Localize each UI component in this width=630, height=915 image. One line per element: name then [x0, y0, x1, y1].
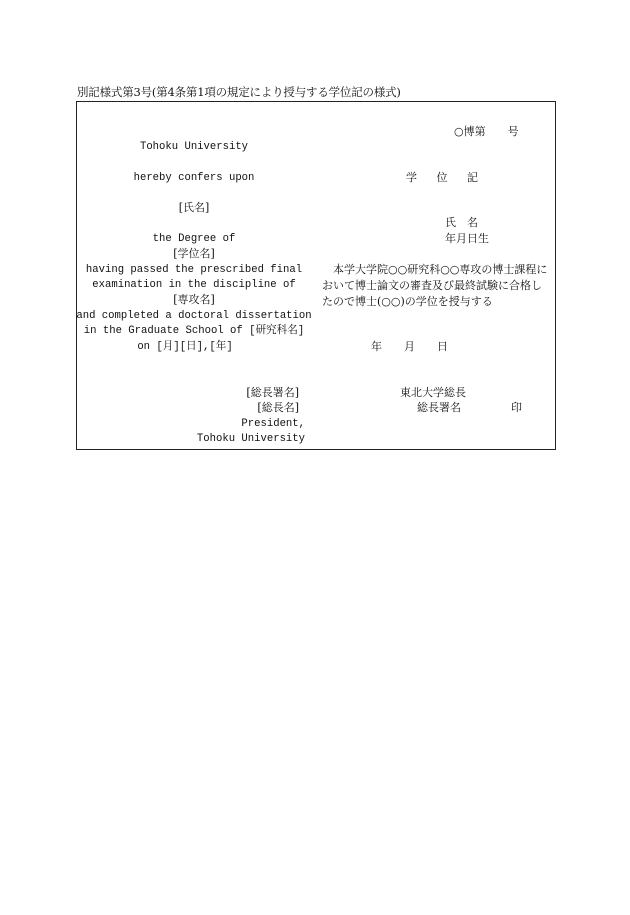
president-title-jp: 東北大学総長: [400, 386, 466, 399]
president-sign-placeholder: [総長署名]: [246, 386, 299, 399]
president-name-placeholder: [総長名]: [257, 401, 299, 414]
dissertation-text: and completed a doctoral dissertation: [76, 310, 312, 322]
graduate-school-text: in the Graduate School of [研究科名]: [83, 325, 305, 337]
president-title-en: President,: [241, 418, 305, 430]
date-line-en: on [月][日],[年]: [137, 341, 233, 353]
birth-label-jp: 年月日生: [445, 232, 489, 245]
president-sign-jp: 総長署名: [417, 401, 461, 414]
name-placeholder: [氏名]: [178, 201, 210, 214]
major-placeholder: [専攻名]: [173, 293, 215, 306]
degree-placeholder: [学位名]: [173, 247, 215, 260]
certificate-title-jp: 学 位 記: [406, 171, 486, 184]
certificate-number: ○博第 号: [454, 125, 519, 138]
confers-text: hereby confers upon: [133, 172, 255, 184]
passed-text-line1: having passed the prescribed final: [85, 264, 303, 276]
president-university-en: Tohoku University: [196, 433, 305, 445]
seal-mark: 印: [511, 401, 522, 414]
form-heading: 別記様式第3号(第4条第1項の規定により授与する学位記の様式): [77, 85, 401, 99]
date-label-jp: 年 月 日: [371, 340, 448, 353]
passed-text-line2: examination in the discipline of: [92, 279, 296, 291]
certificate-body-jp: 本学大学院○○研究科○○専攻の博士課程において博士論文の審査及び最終試験に合格したので博士(○○)の学位を授与する: [322, 263, 548, 308]
degree-of-text: the Degree of: [152, 233, 236, 245]
university-name-en: Tohoku University: [139, 141, 249, 153]
name-label-jp: 氏 名: [445, 216, 478, 229]
diploma-frame: [76, 101, 556, 450]
